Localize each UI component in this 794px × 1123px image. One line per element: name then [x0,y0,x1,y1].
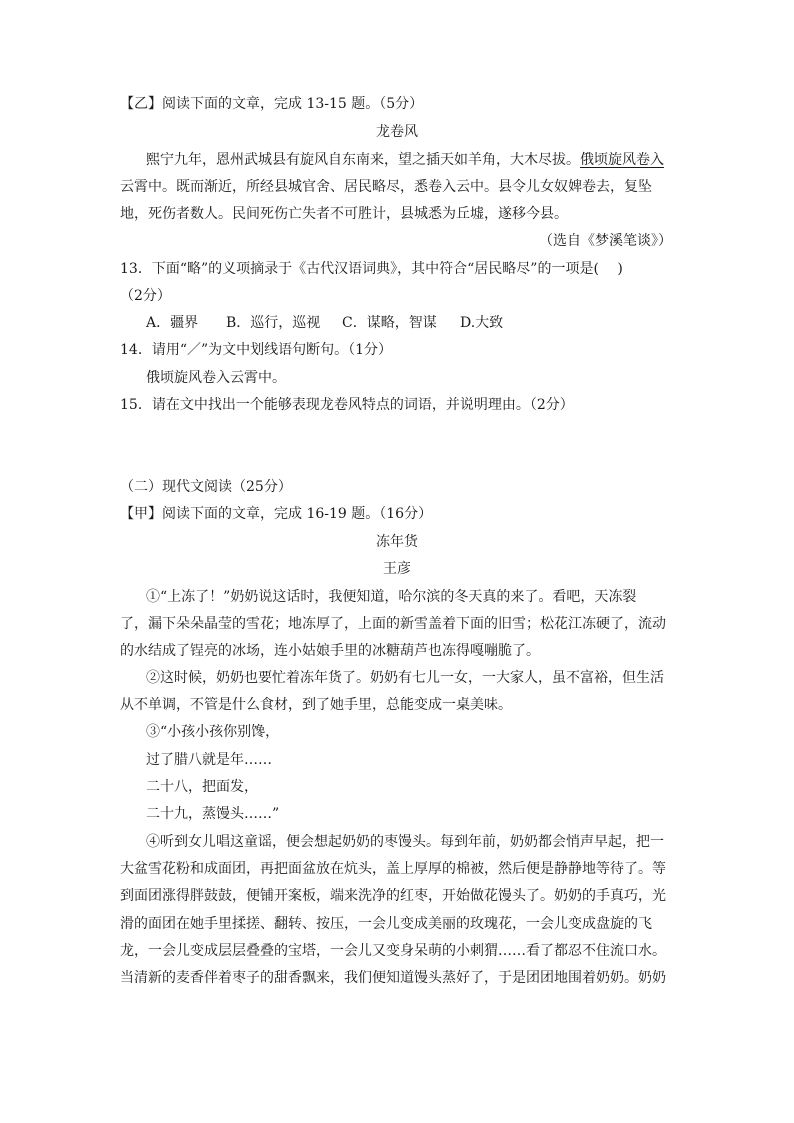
section-two-heading: （二）现代文阅读（25分） [120,479,292,495]
option-b: B．巡行，巡视 [226,315,321,331]
rhyme-line: 二十九，蒸馒头……” [146,806,280,822]
question-13: 13．下面“略”的义项摘录于《古代汉语词典》，其中符合“居民略尽”的一项是( ) [120,261,623,277]
paragraph-line: 从不单调，不管是什么食材，到了她手里，总能变成一桌美味。 [120,697,512,713]
paragraph-line: 当清新的麦香伴着枣子的甜香飘来，我们便知道馒头蒸好了，于是团团地围着奶奶。奶奶 [120,970,666,986]
article-title-dongnianhuo: 冻年货 [376,534,418,550]
question-14-sentence: 俄顷旋风卷入云霄中。 [146,370,286,386]
article-line-2 [120,177,652,197]
paragraph-line: 滑的面团在她手里揉搓、翻转、按压，一会儿变成美丽的玫瑰花，一会儿变成盘旋的飞 [120,916,652,932]
article-line-text: 云霄中。既而渐近，所经县城官舍、居民略尽，悉卷入云中。县令儿女奴婢卷去，复坠 [120,179,652,195]
question-13-score: （2分） [120,288,171,304]
article-title-tornado: 龙卷风 [376,124,418,140]
paragraph-line: ④听到女儿唱这童谣，便会想起奶奶的枣馒头。每到年前，奶奶都会悄声早起，把一 [146,834,664,850]
paragraph-line: 到面团涨得胖鼓鼓，便铺开案板，端来洗净的红枣，开始做花馒头了。奶奶的手真巧，光 [120,888,666,904]
paragraph-line: 龙，一会儿变成层层叠叠的宝塔，一会儿又变身呆萌的小刺猬……看了都忍不住流口水。 [120,943,666,959]
underlined-sentence: 俄顷旋风卷入 [580,152,664,168]
option-d: D.大致 [460,315,504,331]
option-c: C．谋略，智谋 [342,315,437,331]
paragraph-line: ②这时候，奶奶也要忙着冻年货了。奶奶有七儿一女，一大家人，虽不富裕，但生活 [146,670,664,686]
section-yi-heading: 【乙】阅读下面的文章，完成 13-15 题。（5分） [120,96,424,112]
paragraph-line: 的水结成了锃亮的冰场，连小姑娘手里的冰糖葫芦也冻得嘎嘣脆了。 [120,643,540,659]
article-author: 王彦 [383,561,411,577]
rhyme-line: 二十八，把面发， [146,779,258,795]
paragraph-line: ①“上冻了！”奶奶说这话时，我便知道，哈尔滨的冬天真的来了。看吧，天冻裂 [146,589,637,605]
article-line-text: 熙宁九年，恩州武城县有旋风自东南来，望之插天如羊角，大木尽拔。 [146,152,580,168]
article-line-1 [146,150,664,170]
question-15: 15．请在文中找出一个能够表现龙卷风特点的词语，并说明理由。（2分） [120,397,574,413]
article-source: （选自《梦溪笔谈》） [539,233,672,249]
option-a: A．疆界 [146,315,199,331]
question-14: 14．请用“／”为文中划线语句断句。（1分） [120,342,393,358]
rhyme-line: 过了腊八就是年…… [146,752,272,768]
paragraph-line: 大盆雪花粉和成面团，再把面盆放在炕头，盖上厚厚的棉被，然后便是静静地等待了。等 [120,861,666,877]
question-13-options [146,313,546,333]
section-jia-heading: 【甲】阅读下面的文章，完成 16-19 题。（16分） [120,506,433,522]
rhyme-line: ③“小孩小孩你别馋， [146,724,280,740]
article-line-3: 地，死伤者数人。民间死伤亡失者不可胜计，县城悉为丘墟，遂移今县。 [120,206,568,222]
paragraph-line: 了，漏下朵朵晶莹的雪花；地冻厚了，上面的新雪盖着下面的旧雪；松花江冻硬了，流动 [120,616,666,632]
